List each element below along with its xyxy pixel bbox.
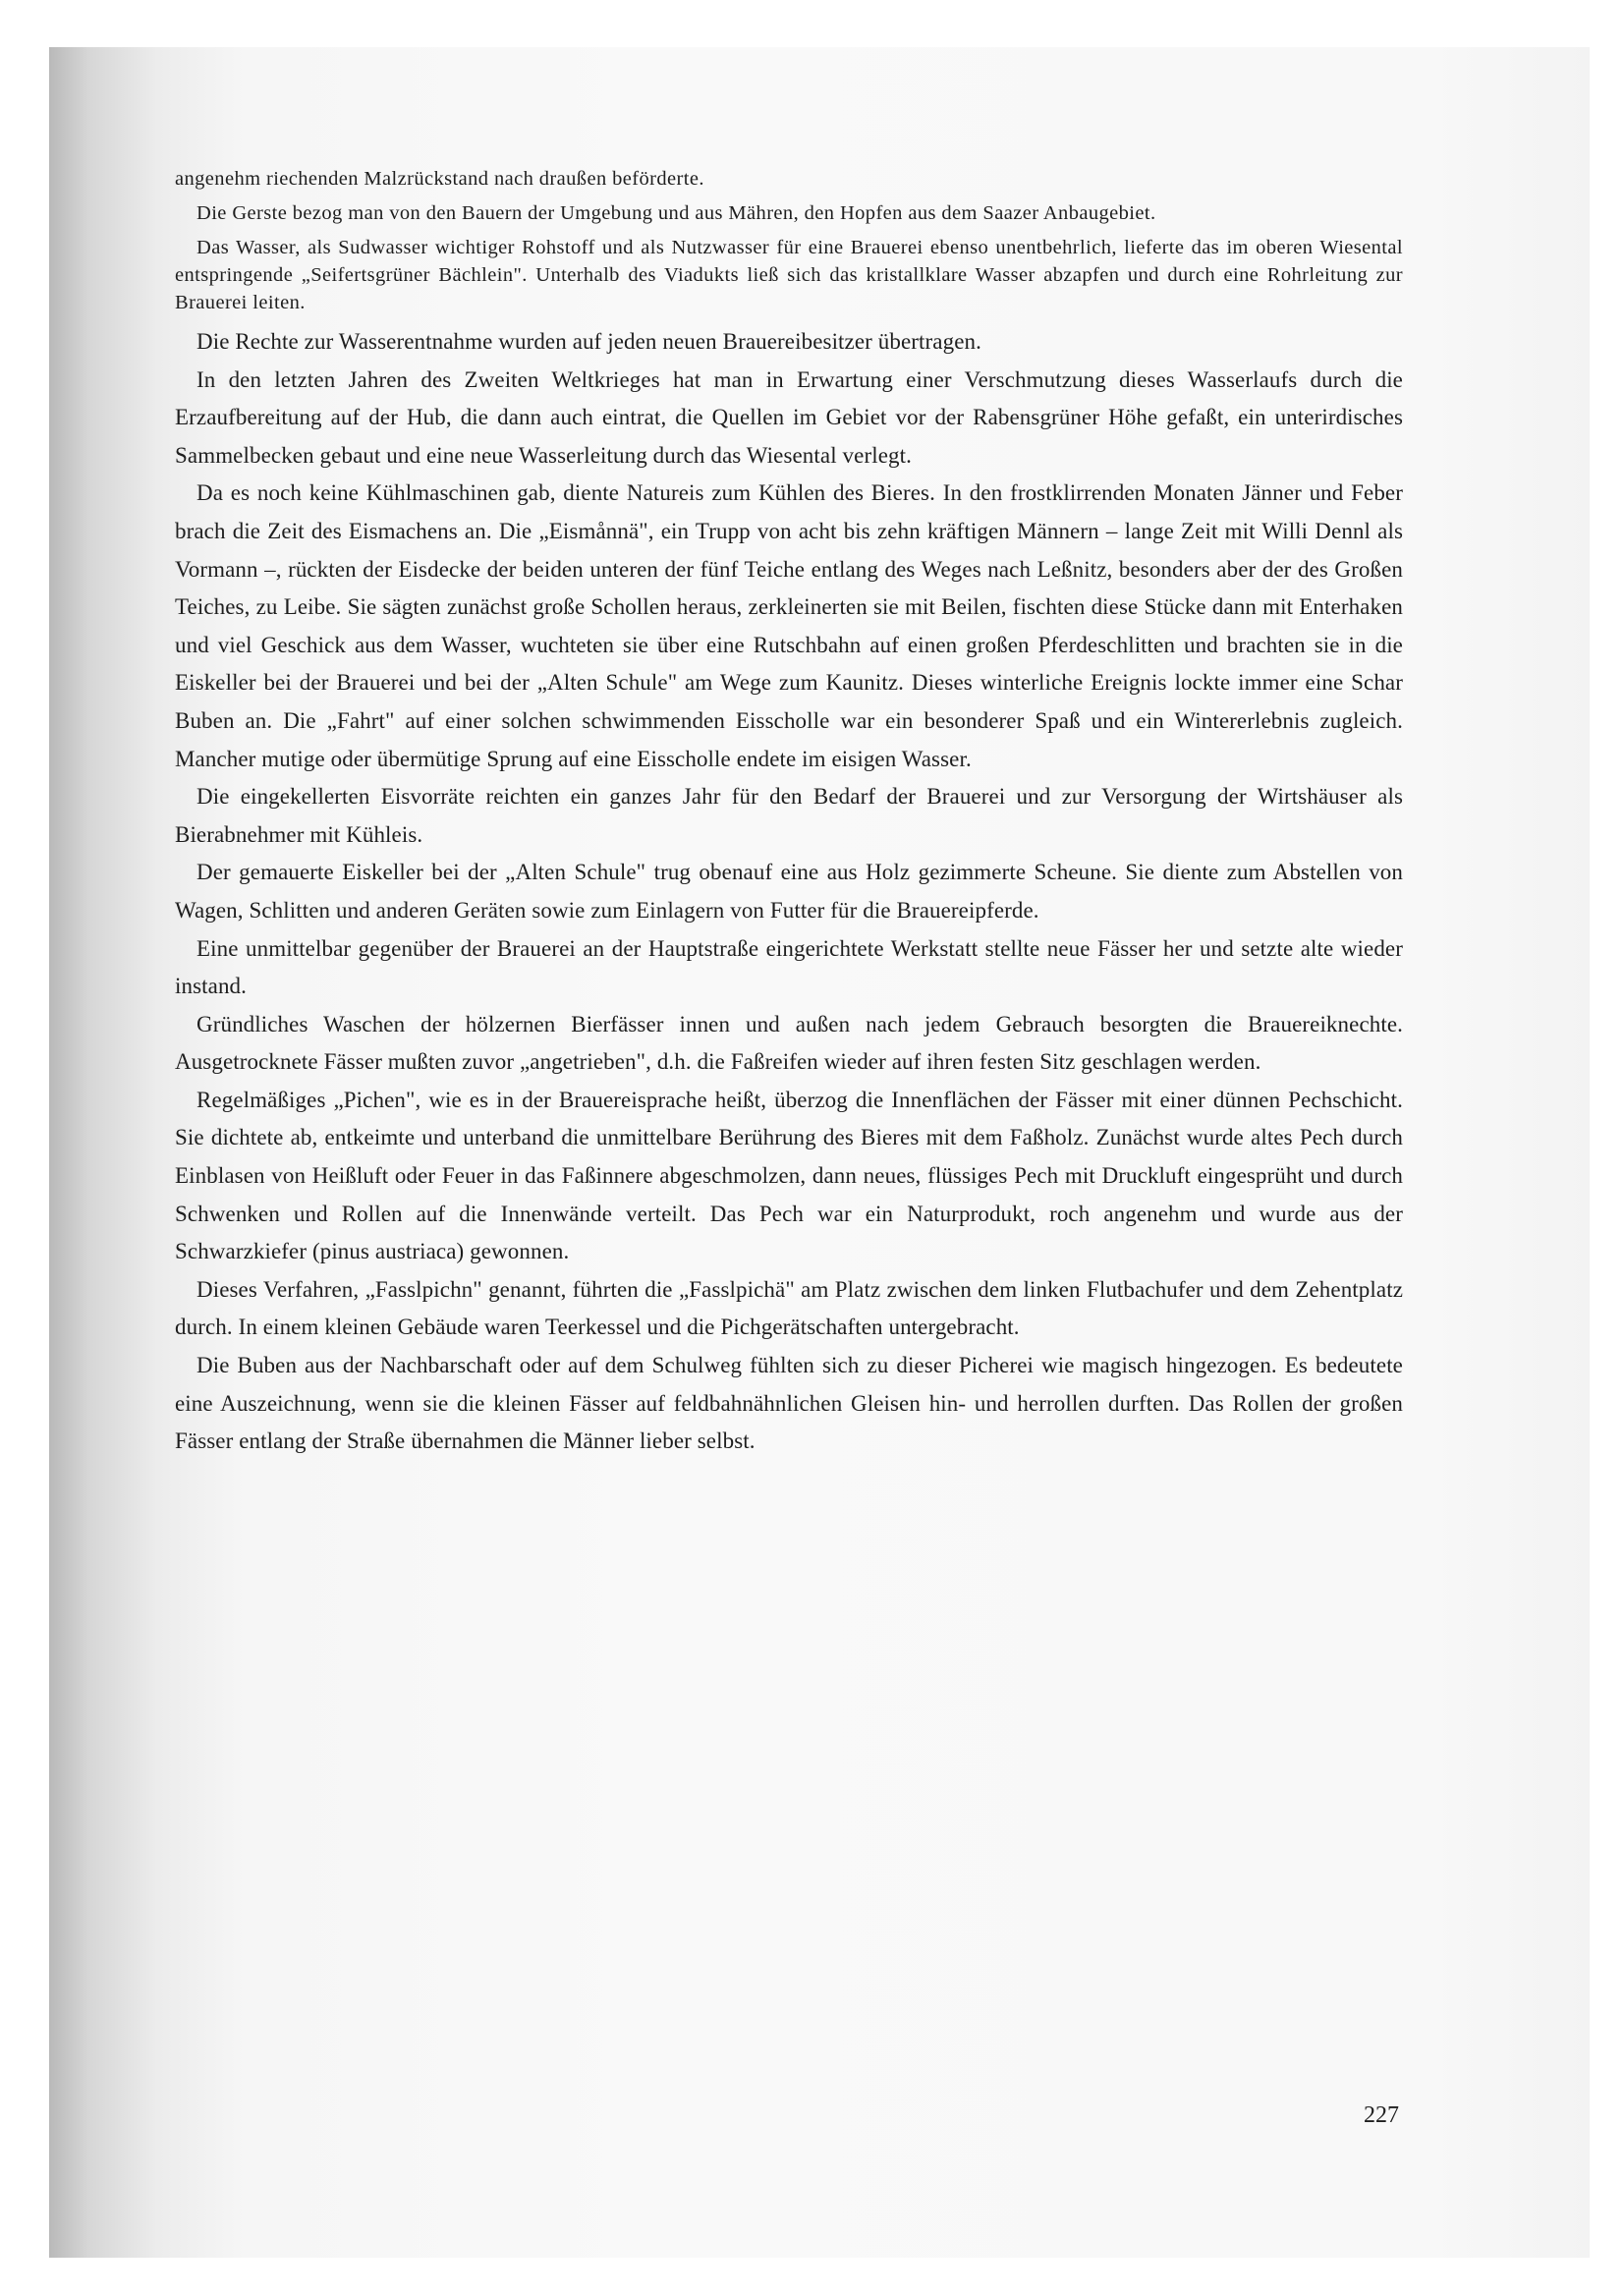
paragraph-malzrueckstand: angenehm riechenden Malzrückstand nach draußen beförderte.	[175, 168, 704, 190]
paragraph-werkstatt: Eine unmittelbar gegenüber der Brauerei an der Hauptstraße eingerichtete Werkstatt stellte neue Fässer her und setzte alte wieder instand.	[175, 935, 1403, 999]
paragraph-waschen: Gründliches Waschen der hölzernen Bierfässer innen und außen nach jedem Gebrauch besorgten die Brauereiknechte. Ausgetrocknete Fässer mußten zuvor „angetrieben", d.h. die Faßreifen wieder auf ihren festen Sitz geschlagen werden.	[175, 1011, 1403, 1075]
paragraph-weltkrieg: In den letzten Jahren des Zweiten Weltkrieges hat man in Erwartung einer Verschmutzung dieses Wasserlaufs durch die Erzaufbereitung auf der Hub, die dann auch eintrat, die Quellen im Gebiet vor der Rabensgrüner Höhe gefaßt, ein unterirdisches Sammelbecken gebaut und eine neue Wasserleitung durch das Wiesental verlegt.	[175, 366, 1403, 468]
paragraph-fasslpichn: Dieses Verfahren, „Fasslpichn" genannt, führten die „Fasslpichä" am Platz zwischen dem linken Flutbachufer und dem Zehentplatz durch. In einem kleinen Gebäude waren Teerkessel und die Pichgerätschaften untergebracht.	[175, 1276, 1403, 1340]
paragraph-eiskeller: Der gemauerte Eiskeller bei der „Alten Schule" trug obenauf eine aus Holz gezimmerte Scheune. Sie diente zum Abstellen von Wagen, Schlitten und anderen Geräten sowie zum Einlagern von Futter für die Brauereipferde.	[175, 860, 1403, 923]
paragraph-natureis: Da es noch keine Kühlmaschinen gab, diente Natureis zum Kühlen des Bieres. In den frostklirrenden Monaten Jänner und Feber brach die Zeit des Eismachens an. Die „Eismånnä", ein Trupp von acht bis zehn kräftigen Männern – lange Zeit mit Willi Dennl als Vormann –, rückten der Eisdecke der beiden unteren der fünf Teiche entlang des Weges nach Leßnitz, besonders aber der des Großen Teiches, zu Leibe. Sie sägten zunächst große Schollen heraus, zerkleinerten sie mit Beilen, fischten diese Stücke dann mit Enterhaken und viel Geschick aus dem Wasser, wuchteten sie über eine Rutschbahn auf einen großen Pferdeschlitten und brachten sie in die Eiskeller bei der Brauerei und bei der „Alten Schule" am Wege zum Kaunitz. Dieses winterliche Ereignis lockte immer eine Schar Buben an. Die „Fahrt" auf einer solchen schwimmenden Eisscholle war ein besonderer Spaß und ein Wintererlebnis zugleich. Mancher mutige oder übermütige Sprung auf eine Eisscholle endete im eisigen Wasser.	[175, 480, 1403, 771]
paragraph-pichen: Regelmäßiges „Pichen", wie es in der Brauereisprache heißt, überzog die Innenflächen der Fässer mit einer dünnen Pechschicht. Sie dichtete ab, entkeimte und unterband die unmittelbare Berührung des Bieres mit dem Faßholz. Zunächst wurde altes Pech durch Einblasen von Heißluft oder Feuer in das Faßinnere abgeschmolzen, dann neues, flüssiges Pech mit Druckluft eingesprüht und durch Schwenken und Rollen auf die Innenwände verteilt. Das Pech war ein Naturprodukt, roch angenehm und wurde aus der Schwarzkiefer (pinus austriaca) gewonnen.	[175, 1087, 1403, 1264]
page-number: 227	[1364, 2102, 1399, 2128]
paragraph-eisvorraete: Die eingekellerten Eisvorräte reichten ein ganzes Jahr für den Bedarf der Brauerei und zur Versorgung der Wirtshäuser als Bierabnehmer mit Kühleis.	[175, 784, 1403, 847]
paragraph-wasserrechte: Die Rechte zur Wasserentnahme wurden auf jeden neuen Brauereibesitzer übertragen.	[196, 329, 981, 354]
body-text	[175, 165, 1403, 1461]
paragraph-gerste: Die Gerste bezog man von den Bauern der Umgebung und aus Mähren, den Hopfen aus dem Saazer Anbaugebiet.	[196, 202, 1156, 224]
paragraph-wasser: Das Wasser, als Sudwasser wichtiger Rohstoff und als Nutzwasser für eine Brauerei ebenso unentbehrlich, lieferte das im oberen Wiesental entspringende „Seifertsgrüner Bächlein". Unterhalb des Viadukts ließ sich das kristallklare Wasser abzapfen und durch eine Rohrleitung zur Brauerei leiten.	[175, 237, 1403, 313]
paragraph-buben: Die Buben aus der Nachbarschaft oder auf dem Schulweg fühlten sich zu dieser Picherei wie magisch hingezogen. Es bedeutete eine Auszeichnung, wenn sie die kleinen Fässer auf feldbahnähnlichen Gleisen hin- und herrollen durften. Das Rollen der großen Fässer entlang der Straße übernahmen die Männer lieber selbst.	[175, 1353, 1403, 1454]
